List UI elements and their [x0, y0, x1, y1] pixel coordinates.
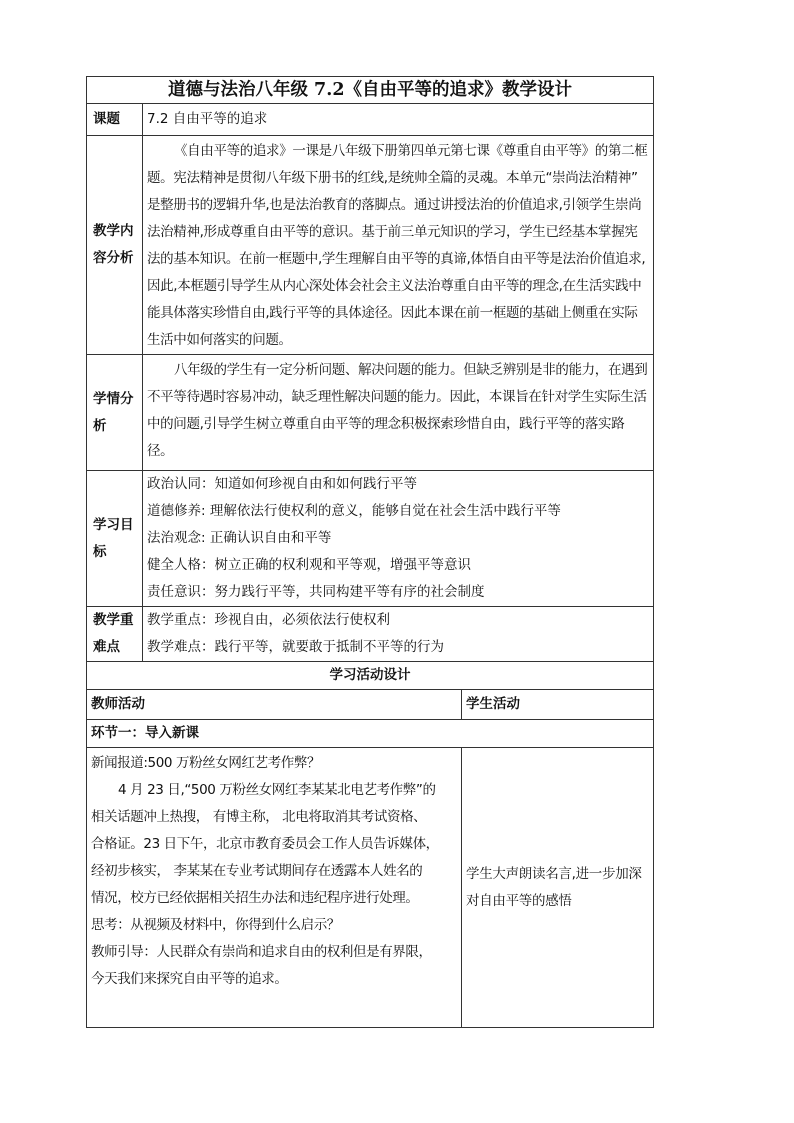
activity-design-heading: 学习活动设计 [87, 662, 654, 690]
key-points-text [143, 607, 654, 662]
content-analysis-text: 《自由平等的追求》一课是八年级下册第四单元第七课《尊重自由平等》的第二框题。宪法精神是贯彻八年级下册书的红线,是统帅全篇的灵魂。本单元“崇尚法治精神” 是整册书的逻辑升华,也是法治教育的落脚点。通过讲授法治的价值追求,引领学生崇尚法治精神,形成尊重自由平等的意识。基于前三单元知识的学习，学生已经基本掌握宪法的基本知识。在前一框题中,学生理解自由平等的真谛,体悟自由平等是法治价值追求,因此,本框题引导学生从内心深处体会社会主义法治尊重自由平等的理念,在生活实践中能具体落实珍惜自由,践行平等的具体途径。因此本课在前一框题的基础上侧重在实际生活中如何落实的问题。 [143, 136, 654, 355]
student-activity-content: 学生大声朗读名言,进一步加深对自由平等的感悟 [462, 748, 654, 1028]
news-headline: 新闻报道:500 万粉丝女网红艺考作弊？ [91, 755, 321, 771]
news-paragraph-line: 相关话题冲上热搜， 有博主称， 北电将取消其考试资格、 [91, 809, 427, 825]
news-paragraph-line: 合格证。23 日下午，北京市教育委员会工作人员告诉媒体， [91, 836, 439, 852]
objectives-list [143, 471, 654, 607]
objective-item: 法治观念: 正确认识自由和平等 [147, 530, 332, 546]
teacher-guidance: 教师引导：人民群众有崇尚和追求自由的权利但是有界限， [91, 944, 432, 960]
news-paragraph-line: 情况，校方已经依据相关招生办法和违纪程序进行处理。 [91, 890, 419, 906]
teacher-activity-header: 教师活动 [87, 690, 462, 720]
objective-item: 政治认同：知道如何珍视自由和如何践行平等 [147, 476, 417, 492]
objectives-label: 学习目 标 [87, 471, 143, 607]
objective-item: 责任意识：努力践行平等，共同构建平等有序的社会制度 [147, 584, 485, 600]
key-points-label: 教学重 难点 [87, 607, 143, 662]
lesson-plan-table [86, 76, 654, 1028]
section-heading: 环节一：导入新课 [87, 720, 654, 748]
teaching-focus: 教学重点：珍视自由，必须依法行使权利 [147, 612, 390, 628]
student-activity-header: 学生活动 [462, 690, 654, 720]
topic-label: 课题 [87, 104, 143, 136]
learner-analysis-label: 学情分 析 [87, 355, 143, 471]
objective-item: 道德修养: 理解依法行使权利的意义，能够自觉在社会生活中践行平等 [147, 503, 561, 519]
objective-item: 健全人格：树立正确的权利观和平等观，增强平等意识 [147, 557, 471, 573]
teaching-difficulty: 教学难点：践行平等，就要敢于抵制不平等的行为 [147, 639, 444, 655]
content-analysis-label: 教学内 容分析 [87, 136, 143, 355]
document-title: 道德与法治八年级 7.2《自由平等的追求》教学设计 [87, 77, 654, 104]
teacher-guidance: 今天我们来探究自由平等的追求。 [91, 971, 288, 987]
teacher-activity-content [87, 748, 462, 1028]
news-paragraph-line: 4 月 23 日,“500 万粉丝女网红李某某北电艺考作弊”的 [118, 782, 436, 798]
thinking-question: 思考：从视频及材料中，你得到什么启示？ [91, 917, 340, 933]
topic-value: 7.2 自由平等的追求 [143, 104, 654, 136]
news-paragraph-line: 经初步核实， 李某某在专业考试期间存在透露本人姓名的 [91, 863, 423, 879]
learner-analysis-text: 八年级的学生有一定分析问题、解决问题的能力。但缺乏辨别是非的能力，在遇到不平等待遇时容易冲动，缺乏理性解决问题的能力。因此，本课旨在针对学生实际生活中的问题,引导学生树立尊重自由平等的理念积极探索珍惜自由，践行平等的落实路径。 [143, 355, 654, 471]
